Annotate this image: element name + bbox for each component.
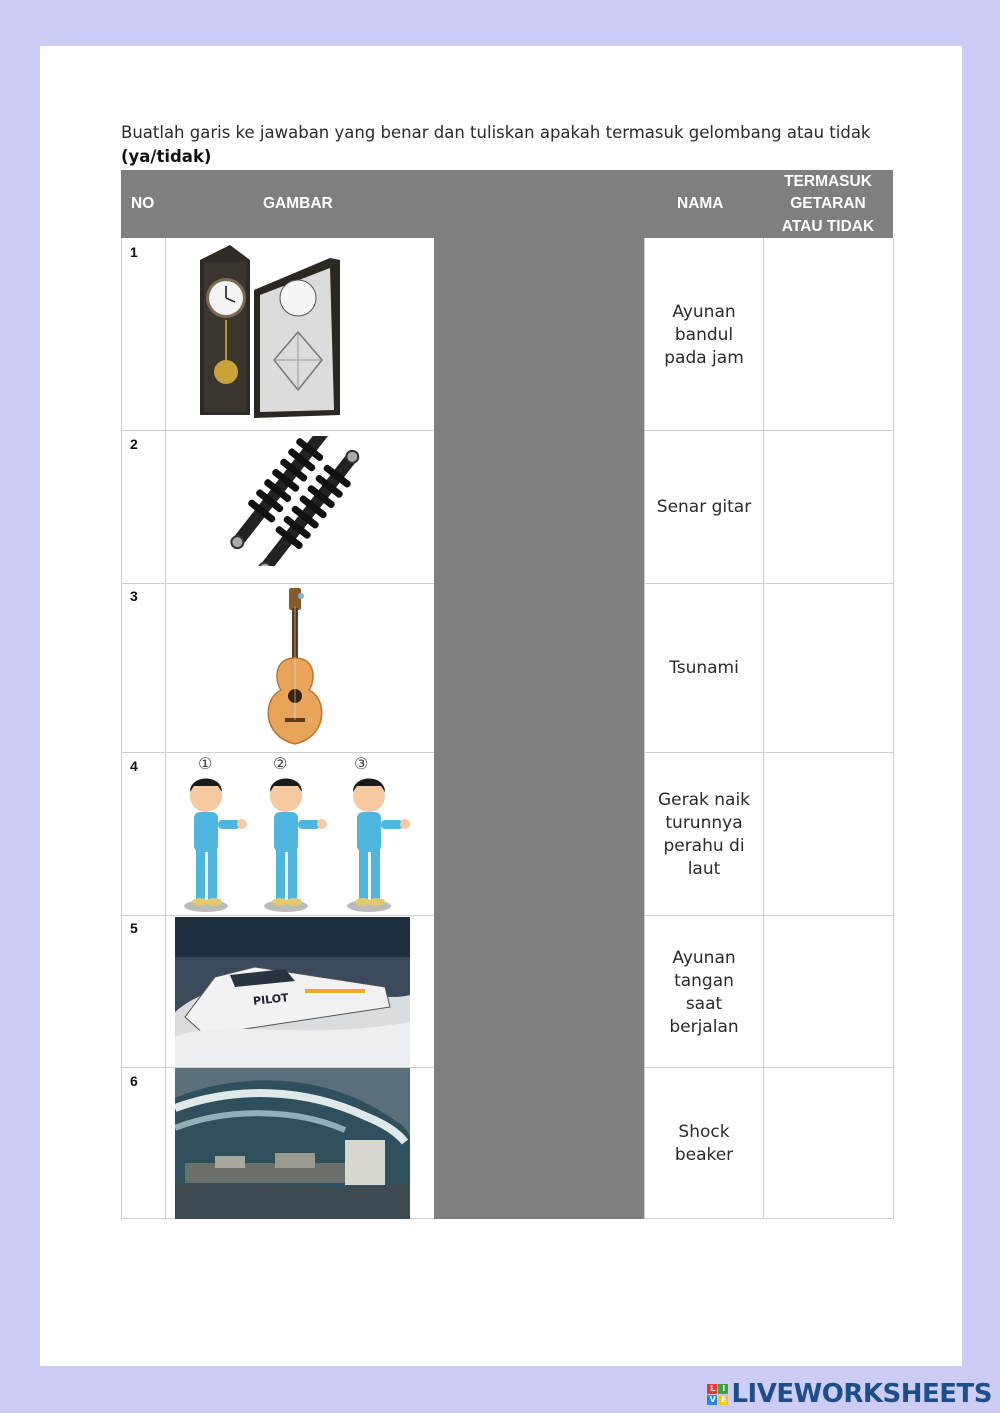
item-name-line: pada jam <box>664 348 744 368</box>
item-name-line: bandul <box>674 325 734 345</box>
header-termasuk-1: TERMASUK <box>784 173 872 190</box>
header-termasuk-3: ATAU TIDAK <box>781 218 875 235</box>
step-number: ② <box>273 754 288 773</box>
item-name[interactable] <box>645 496 763 519</box>
liveworksheets-logo <box>707 1379 992 1409</box>
item-name[interactable] <box>645 301 763 370</box>
item-name-line: Gerak naik <box>657 790 751 810</box>
item-name-line: turunnya <box>665 813 743 833</box>
grid-line <box>893 238 894 1219</box>
badge-letter: E <box>718 1395 728 1405</box>
instructions <box>121 121 901 169</box>
item-name-line: perahu di <box>663 836 745 856</box>
item-name-line: Ayunan <box>672 948 736 968</box>
walking-boy-picture <box>168 754 428 916</box>
item-name-line: Shock <box>678 1122 730 1142</box>
row-number: 3 <box>130 588 138 604</box>
header-nama: NAMA <box>677 195 724 212</box>
item-name[interactable] <box>645 789 763 881</box>
item-name-line: laut <box>687 859 721 879</box>
row-number: 6 <box>130 1073 138 1089</box>
row-number: 5 <box>130 920 138 936</box>
badge-letter: V <box>707 1395 717 1405</box>
speed-boat-picture <box>175 917 410 1067</box>
answer-cell[interactable] <box>764 1069 893 1218</box>
item-name-line: Senar gitar <box>656 497 752 517</box>
header-no: NO <box>131 195 155 212</box>
step-number: ③ <box>354 754 369 773</box>
boat-label: PILOT <box>252 991 290 1008</box>
badge-letter: L <box>707 1384 717 1394</box>
item-name[interactable] <box>645 1121 763 1167</box>
logo-text: LIVEWORKSHEETS <box>731 1379 992 1409</box>
tsunami-picture <box>175 1068 410 1219</box>
item-name[interactable] <box>645 657 763 680</box>
header-gambar: GAMBAR <box>263 195 333 212</box>
answer-cell[interactable] <box>764 585 893 752</box>
answer-cell[interactable] <box>764 239 893 430</box>
answer-cell[interactable] <box>764 917 893 1067</box>
row-number: 1 <box>130 244 138 260</box>
pendulum-clock-picture <box>190 240 350 430</box>
logo-badge-icon <box>707 1384 728 1405</box>
step-number: ① <box>198 754 213 773</box>
item-name-line: Ayunan <box>672 302 736 322</box>
instructions-bold: (ya/tidak) <box>121 147 212 166</box>
item-name-line: berjalan <box>669 1017 739 1037</box>
item-name[interactable] <box>645 947 763 1039</box>
row-number: 2 <box>130 436 138 452</box>
item-name-line: Tsunami <box>669 658 739 678</box>
item-name-line: tangan <box>674 971 734 991</box>
header-termasuk-2: GETARAN <box>790 195 866 212</box>
answer-cell[interactable] <box>764 432 893 583</box>
row-number: 4 <box>130 758 138 774</box>
table-header <box>121 170 893 238</box>
item-name-line: beaker <box>674 1145 734 1165</box>
shock-absorber-picture <box>230 436 370 566</box>
guitar-picture <box>255 586 335 748</box>
badge-letter: I <box>718 1384 728 1394</box>
item-name-line: saat <box>685 994 723 1014</box>
answer-cell[interactable] <box>764 754 893 915</box>
matching-line-area[interactable] <box>434 238 644 1219</box>
instructions-text: Buatlah garis ke jawaban yang benar dan tuliskan apakah termasuk gelombang atau tidak <box>121 123 871 142</box>
